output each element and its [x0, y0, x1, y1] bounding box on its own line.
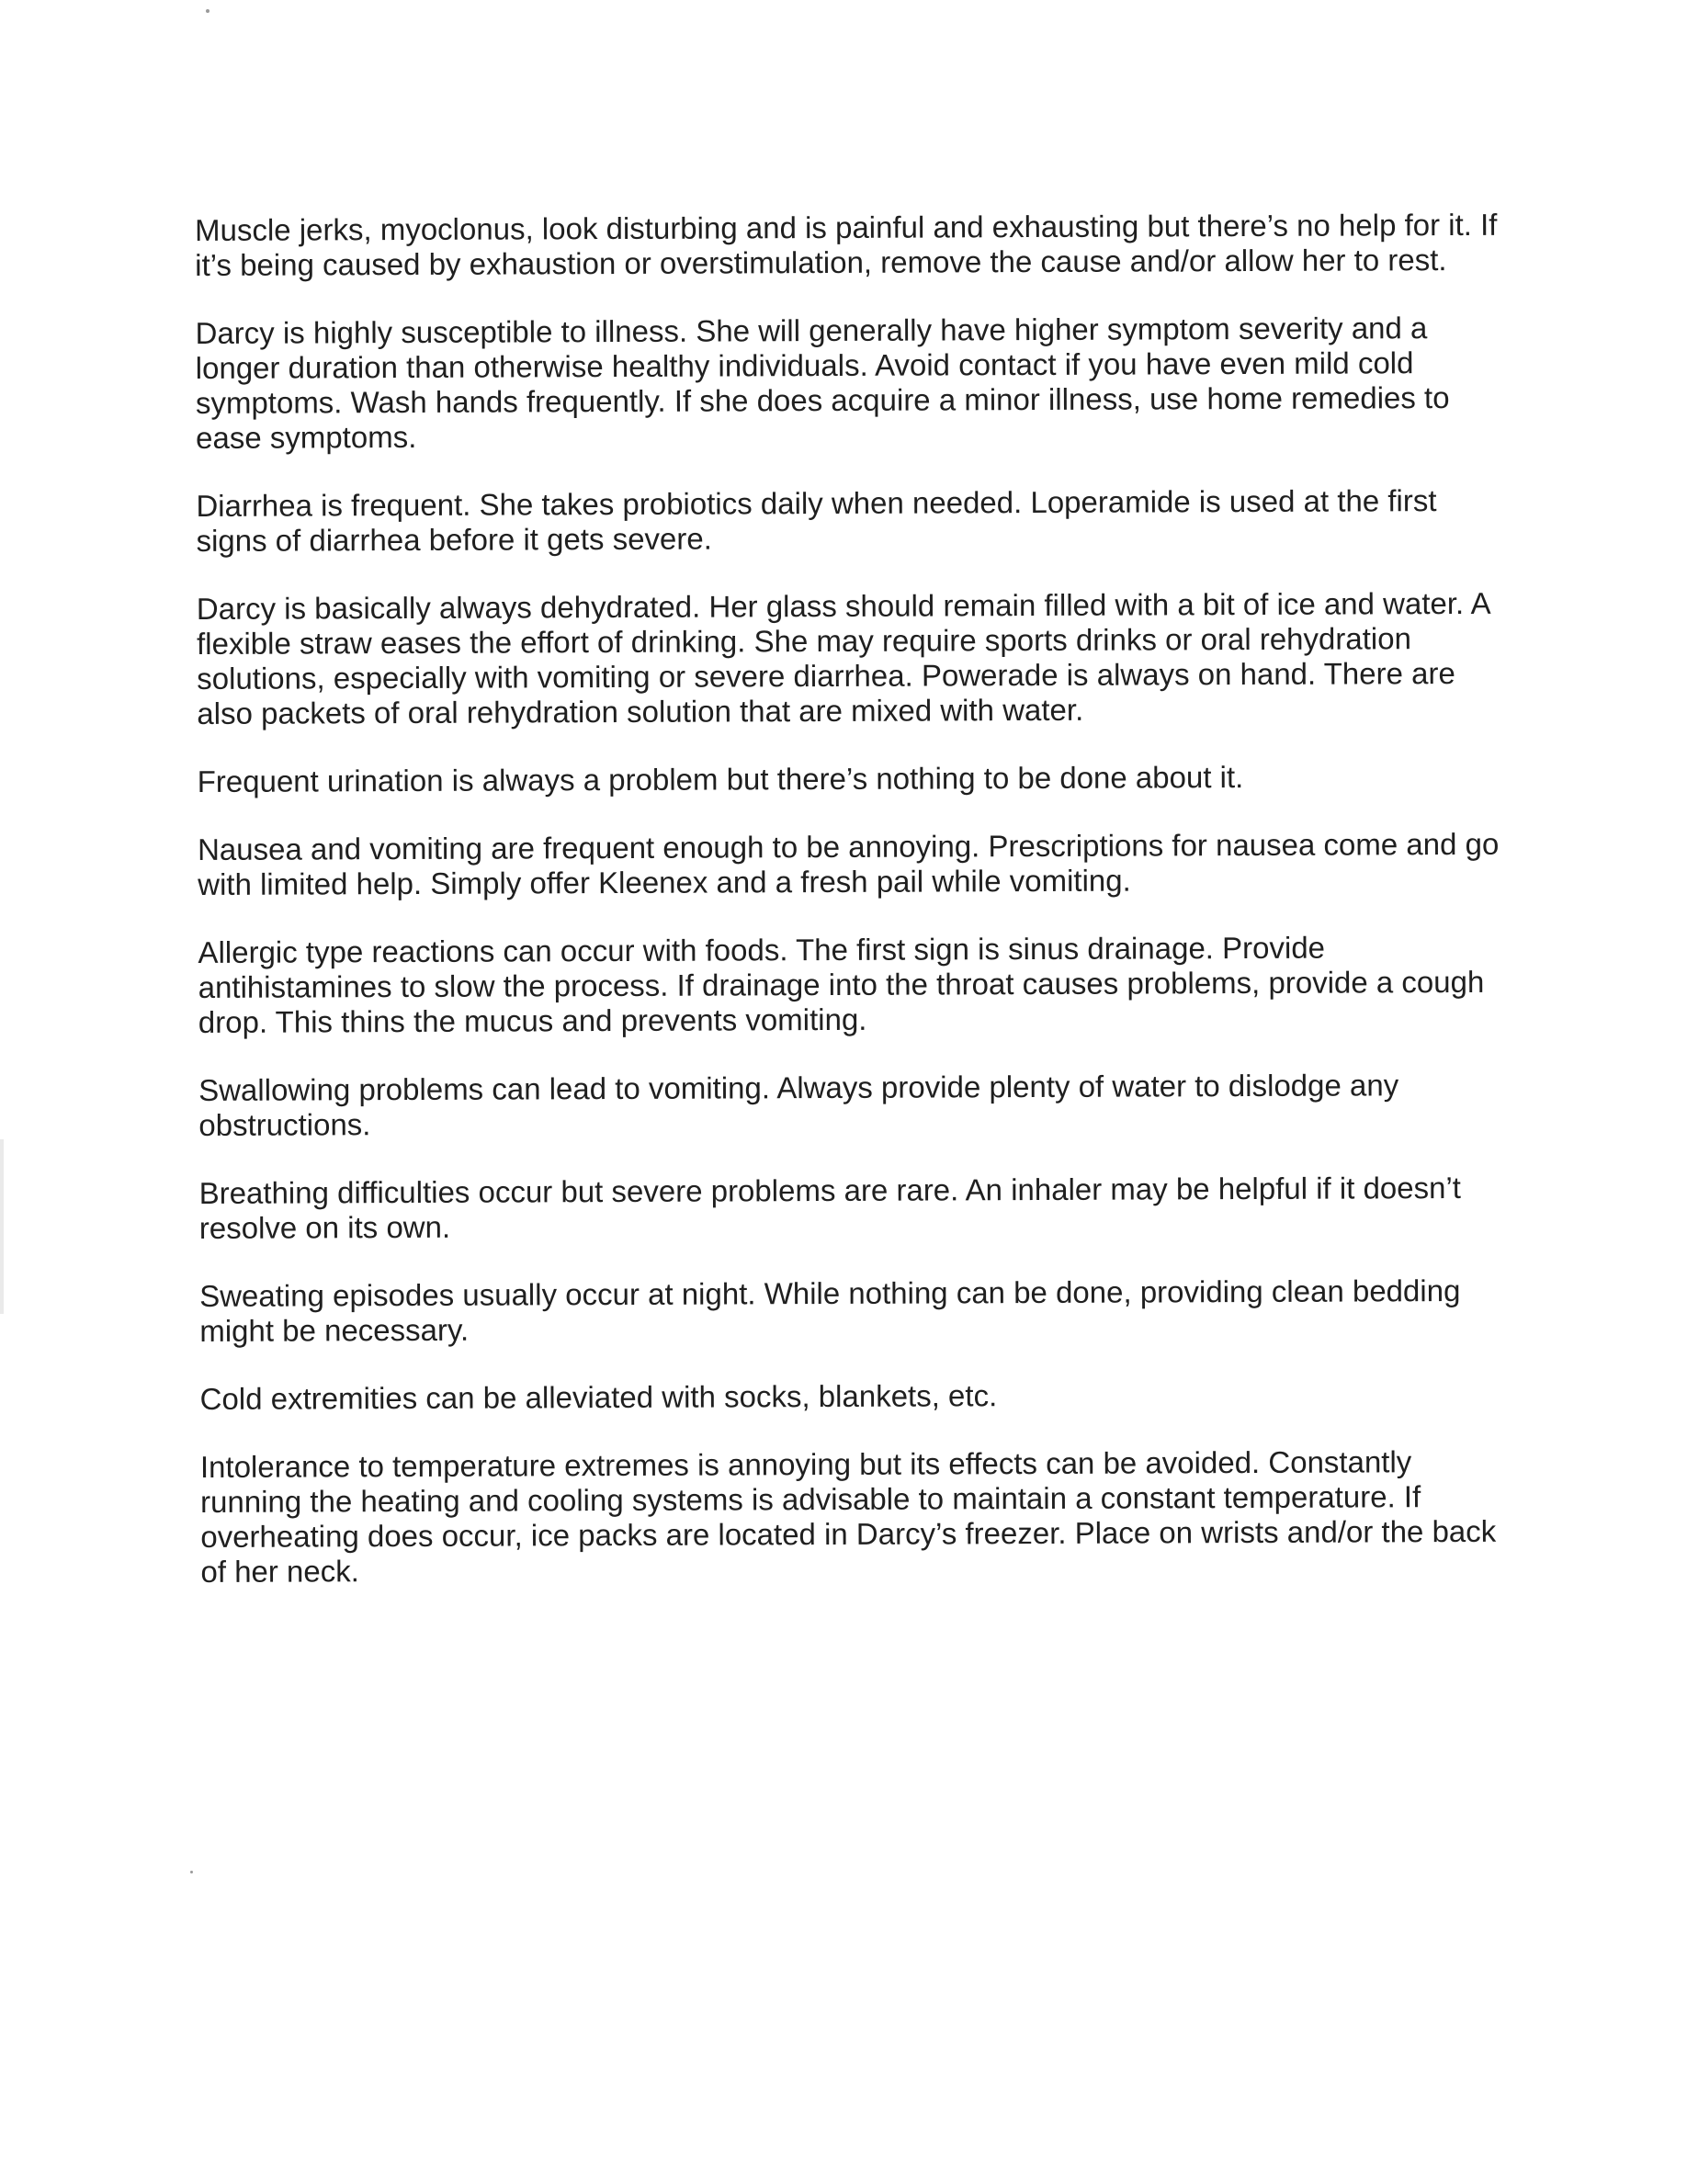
paragraph-sweating: Sweating episodes usually occur at night. While nothing can be done, providing clean bedding might be necessary. — [199, 1273, 1461, 1348]
paragraph-allergic-reactions: Allergic type reactions can occur with foods. The first sign is sinus drainage. Provide antihistamines to slow the process. If drainage into the throat causes problems, provide a cough drop. This thins the mucus and prevents vomiting. — [198, 930, 1485, 1039]
scan-edge-shadow — [0, 1139, 4, 1314]
paragraph-diarrhea: Diarrhea is frequent. She takes probiotics daily when needed. Loperamide is used at the first signs of diarrhea before it gets severe. — [196, 483, 1437, 558]
paragraph-cold-extremities: Cold extremities can be alleviated with socks, blankets, etc. — [199, 1378, 998, 1416]
paragraph-muscle-jerks: Muscle jerks, myoclonus, look disturbing and is painful and exhausting but there’s no help for it. If it’s being caused by exhaustion or overstimulation, remove the cause and/or allow her to rest. — [195, 207, 1498, 282]
paragraph-breathing: Breathing difficulties occur but severe problems are rare. An inhaler may be helpful if it doesn’t resolve on its own. — [198, 1170, 1462, 1245]
paragraph-nausea: Nausea and vomiting are frequent enough to be annoying. Prescriptions for nausea come and go with limited help. Simply offer Kleenex and a fresh pail while vomiting. — [197, 826, 1500, 901]
paragraph-urination: Frequent urination is always a problem but there’s nothing to be done about it. — [197, 760, 1244, 798]
scan-speck — [190, 1871, 193, 1873]
paragraph-temperature-intolerance: Intolerance to temperature extremes is annoying but its effects can be avoided. Constantly running the heating and cooling systems is advisable to maintain a constant temperature. If overheating does occur, ice packs are located in Darcy’s freezer. Place on wrists and/or the back of her neck. — [199, 1444, 1497, 1589]
paragraph-dehydration: Darcy is basically always dehydrated. Her glass should remain filled with a bit of ice and water. A flexible straw eases the effort of drinking. She may require sports drinks or oral rehydration solutions, especially with vomiting or severe diarrhea. Powerade is always on hand. There are also packets of oral rehydration solution that are mixed with water. — [196, 585, 1489, 730]
scan-speck — [206, 9, 209, 13]
paragraph-illness: Darcy is highly susceptible to illness. She will generally have higher symptom severity and a longer duration than otherwise healthy individuals. Avoid contact if you have even mild cold symptoms. Wash hands frequently. If she does acquire a minor illness, use home remedies to ease symptoms. — [195, 311, 1450, 455]
document-body — [195, 208, 1506, 1623]
paragraph-swallowing: Swallowing problems can lead to vomiting. Always provide plenty of water to dislodge any obstructions. — [198, 1068, 1399, 1142]
